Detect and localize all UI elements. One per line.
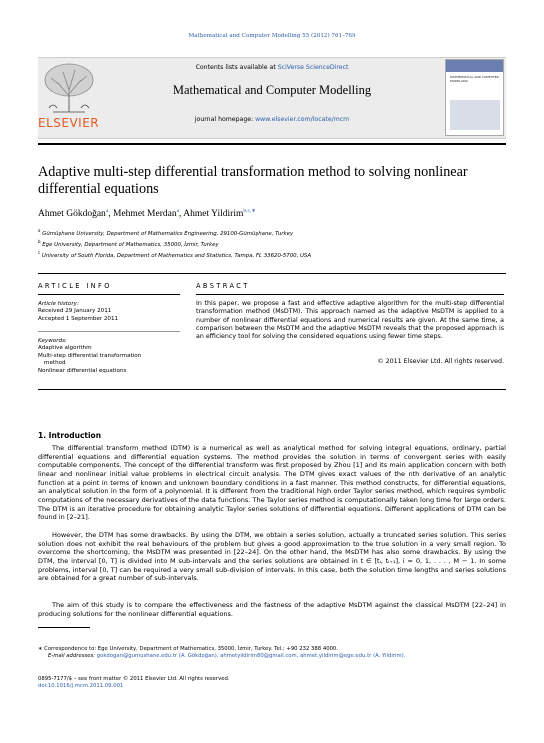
cover-band [446,60,503,72]
affiliation-text: Gümüşhane University, Department of Mathematics Engineering, 29100-Gümüşhane, Turkey [42,230,294,237]
intro-paragraph: The aim of this study is to compare the effectiveness and the fastness of the adaptive MsDTM against the classical MsDTM [22–24] in producing solutions for the nonlinear differential equations. [38,601,506,618]
keyword: Multi-step differential transformation [38,352,142,359]
journal-citation[interactable]: Mathematical and Computer Modelling 55 (2012) 761–769 [188,33,356,39]
abstract-bottom-rule [38,389,506,390]
cover-image [450,100,500,130]
homepage-link[interactable]: www.elsevier.com/locate/mcm [255,116,350,123]
affiliation [38,239,219,248]
author-name[interactable]: Ahmet Yildirim [183,209,244,220]
author-affil-mark[interactable]: a [176,208,180,214]
doi-link[interactable]: doi:10.1016/j.mcm.2011.09.001 [38,683,124,689]
abstract-text: In this paper, we propose a fast and effective adaptive algorithm for the multi-step differential transformation method (MsDTM). This approach named as the adaptive MsDTM is applied to a number of nonlinear differential equations and numerical results are given. At the same time, a comparison between the MsDTM and the adaptive MsDTM reveals that the proposed approach is an efficiency tool for solving the considered equations using fewer time steps. [196,300,504,341]
footnote-rule [38,627,90,628]
email-addresses[interactable]: gokdogan@gumushane.edu.tr (A. Gökdoğan), ahmetyildirim80@gmail.com, ahmet.yildirim@ege.edu.tr (A. Yildirim). [96,653,406,659]
author-affil-mark[interactable]: b,c,∗ [243,208,256,214]
affiliation-text: Ege University, Department of Mathematics, 35000, İzmir, Turkey [42,241,219,248]
history-divider [38,331,180,332]
intro-paragraph: However, the DTM has some drawbacks. By using the DTM, we obtain a series solution, actually a truncated series solution. This series solution does not exhibit the real behaviours of the problem but gives a good approximation to the true solution in a very small region. To overcome the shortcoming, the MsDTM was presented in [22–24]. On the other hand, the MsDTM has also some drawbacks. By using the DTM, the interval [0, T] is divided into M sub-intervals and the series solutions are obtained in t ∈ [tᵢ, tᵢ₊₁], i = 0, 1, . . . , M − 1. In some problems, interval [0, T] can be required a very small sub-division of intervals. In this case, both the solution time lengths and series solutions are obtained for a great number of sub-intervals. [38,531,506,583]
issn-line: 0895-7177/$ – see front matter © 2011 Elsevier Ltd. All rights reserved. [38,676,230,682]
author-name[interactable]: Ahmet Gökdoğan [38,209,106,220]
publisher-name: ELSEVIER [38,116,100,130]
footnote-block [38,646,506,660]
article-title: Adaptive multi-step differential transformation method to solving nonlinear differential equations [38,164,468,197]
cover-title: MATHEMATICAL AND COMPUTER MODELLING [450,75,499,83]
section-heading-introduction: 1. Introduction [38,431,102,440]
abstract-copyright: © 2011 Elsevier Ltd. All rights reserved. [377,358,504,365]
affiliation [38,250,311,259]
history-label: Article history: [38,301,79,307]
affiliation-mark: a [38,228,41,233]
accepted-date: Accepted 1 September 2011 [38,315,119,322]
keyword: method [44,360,66,367]
info-rule [38,294,180,295]
affiliation-text: University of South Florida, Department of Mathematics and Statistics, Tampa, FL 33620-5700, USA [41,252,312,259]
article-history [38,301,180,323]
contents-line [100,64,444,71]
journal-name: Mathematical and Computer Modelling [172,83,372,97]
affiliation [38,228,293,237]
keywords-label: Keywords: [38,338,67,344]
contents-prefix: Contents lists available at [195,64,278,71]
intro-paragraph: The differential transform method (DTM) is a numerical as well as analytical method for solving integral equations, ordinary, partial differential equations and differential equation systems. The method provides the solution in terms of convergent series with easily computable components. The concept of the differential transform was first proposed by Zhou [1] and its main application concern with both linear and nonlinear initial value problems in electrical circuit analysis. The DTM gives exact values of the nth derivative of an analytic function at a point in terms of known and unknown boundary conditions in a fast manner. This method constructs, for differential equations, an analytical solution in the form of a polynomial. It is different from the traditional high order Taylor series method, which requires symbolic computations of the necessary derivatives of the data functions. The Taylor series method is computationally taken long time for large orders. The DTM is an iterative procedure for obtaining analytic Taylor series solutions of differential equations. Different applications of DTM can be found in [2–21]. [38,444,506,522]
author-name[interactable]: Mehmet Merdan [113,209,177,220]
affiliation-mark: c [38,250,41,255]
correspondence-note: ∗ Correspondence to: Ege University, Department of Mathematics, 35000, İzmir, Turkey. Tel.: +90 232 388 4000. [38,646,338,652]
keyword: Nonlinear differential equations [38,367,127,374]
header-rule [38,143,506,145]
homepage-prefix: journal homepage: [194,116,256,123]
abstract-heading: ABSTRACT [196,282,250,290]
keywords [38,338,180,375]
affiliation-mark: b [38,239,41,244]
author-affil-mark[interactable]: a [105,208,109,214]
email-line [38,653,506,660]
article-info-heading: ARTICLE INFO [38,282,112,290]
received-date: Received 29 January 2011 [38,308,112,315]
journal-cover-thumbnail [445,59,504,136]
info-rule-top [38,273,506,274]
abstract-rule [196,294,504,295]
author-list: Ahmet Gökdoğan$^a$, Mehmet Merdan$^a$, Ahmet Yildirim$^{b,c,∗}$ [38,208,256,220]
homepage-line [100,116,444,123]
keyword: Adaptive algorithm [38,345,92,352]
issn-block [38,676,506,690]
email-label: E-mail addresses: [48,653,97,659]
sciencedirect-link[interactable]: SciVerse ScienceDirect [277,64,349,71]
